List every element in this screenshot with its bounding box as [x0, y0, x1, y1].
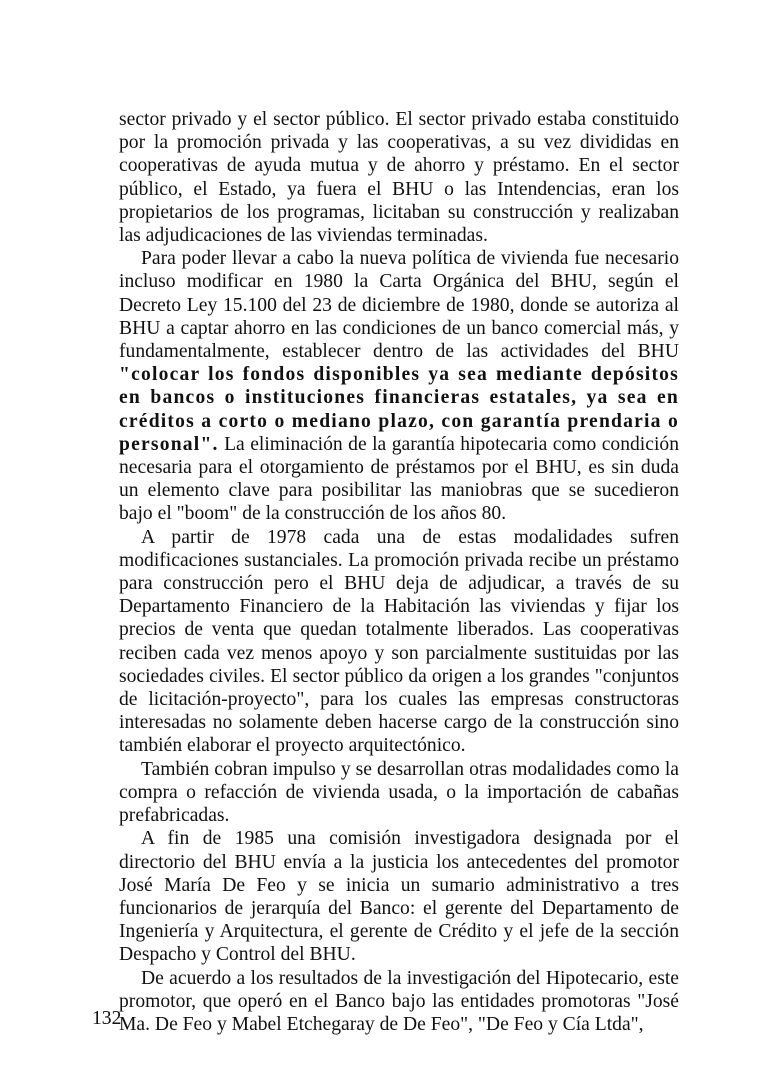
paragraph-2-text-b: La eliminación de la garantía hipotecaria como condición necesaria para el otorgamiento de préstamos por el BHU, es sin duda un elemento clave para posibilitar las maniobras que se sucedieron bajo el "boom" de la construcción de los años 80. — [119, 433, 679, 525]
paragraph-2-quote-bold: "colocar los fondos disponibles ya sea mediante depósitos en bancos o instituciones financieras estatales, ya sea en créditos a corto o mediano plazo, con garantía prendaria o personal". — [119, 364, 679, 455]
page-number: 132 — [92, 1008, 122, 1029]
paragraph-2-text-a: Para poder llevar a cabo la nueva política de vivienda fue necesario incluso modificar en 1980 la Carta Orgánica del BHU, según el Decreto Ley 15.100 del 23 de diciembre de 1980, donde se autoriza al BHU a captar ahorro en las condiciones de un banco comercial más, y fundamentalmente, establecer dentro de las actividades del BHU — [119, 248, 679, 363]
paragraph-2 — [119, 247, 679, 525]
paragraph-1-text: sector privado y el sector público. El sector privado estaba constituido por la promoción privada y las cooperativas, a su vez divididas en cooperativas de ayuda mutua y de ahorro y préstamo. En el sector público, el Estado, ya fuera el BHU o las Intendencias, eran los propietarios de los programas, licitaban su construcción y realizaban las adjudicaciones de las viviendas terminadas. — [119, 109, 679, 247]
paragraph-3 — [119, 526, 679, 758]
paragraph-6 — [119, 967, 679, 1037]
paragraph-6-text: De acuerdo a los resultados de la investigación del Hipotecario, este promotor, que operó en el Banco bajo las entidades promotoras "José Ma. De Feo y Mabel Etchegaray de De Feo", "De Feo y Cía Ltda", — [119, 967, 679, 1035]
body-text — [119, 108, 679, 1036]
paragraph-5-text: A fin de 1985 una comisión investigadora designada por el directorio del BHU envía a la justicia los antecedentes del promotor José María De Feo y se inicia un sumario administrativo a tres funcionarios de jerarquía del Banco: el gerente del Departamento de Ingeniería y Arquitectura, el gerente de Crédito y el jefe de la sección Despacho y Control del BHU. — [119, 828, 679, 966]
paragraph-3-text: A partir de 1978 cada una de estas modalidades sufren modificaciones sustanciales. La promoción privada recibe un préstamo para construcción pero el BHU deja de adjudicar, a través de su Departamento Financiero de la Habitación las viviendas y fijar los precios de venta que quedan totalmente liberados. Las cooperativas reciben cada vez menos apoyo y son parcialmente sustituidas por las sociedades civiles. El sector público da origen a los grandes "conjuntos de licitación-proyecto", para los cuales las empresas constructoras interesadas no solamente deben hacerse cargo de la construcción sino también elaborar el proyecto arquitectónico. — [119, 526, 679, 757]
paragraph-4 — [119, 758, 679, 828]
paragraph-4-text: También cobran impulso y se desarrollan otras modalidades como la compra o refacción de vivienda usada, o la importación de cabañas prefabricadas. — [119, 758, 679, 827]
paragraph-5 — [119, 827, 679, 966]
paragraph-1 — [119, 108, 679, 247]
